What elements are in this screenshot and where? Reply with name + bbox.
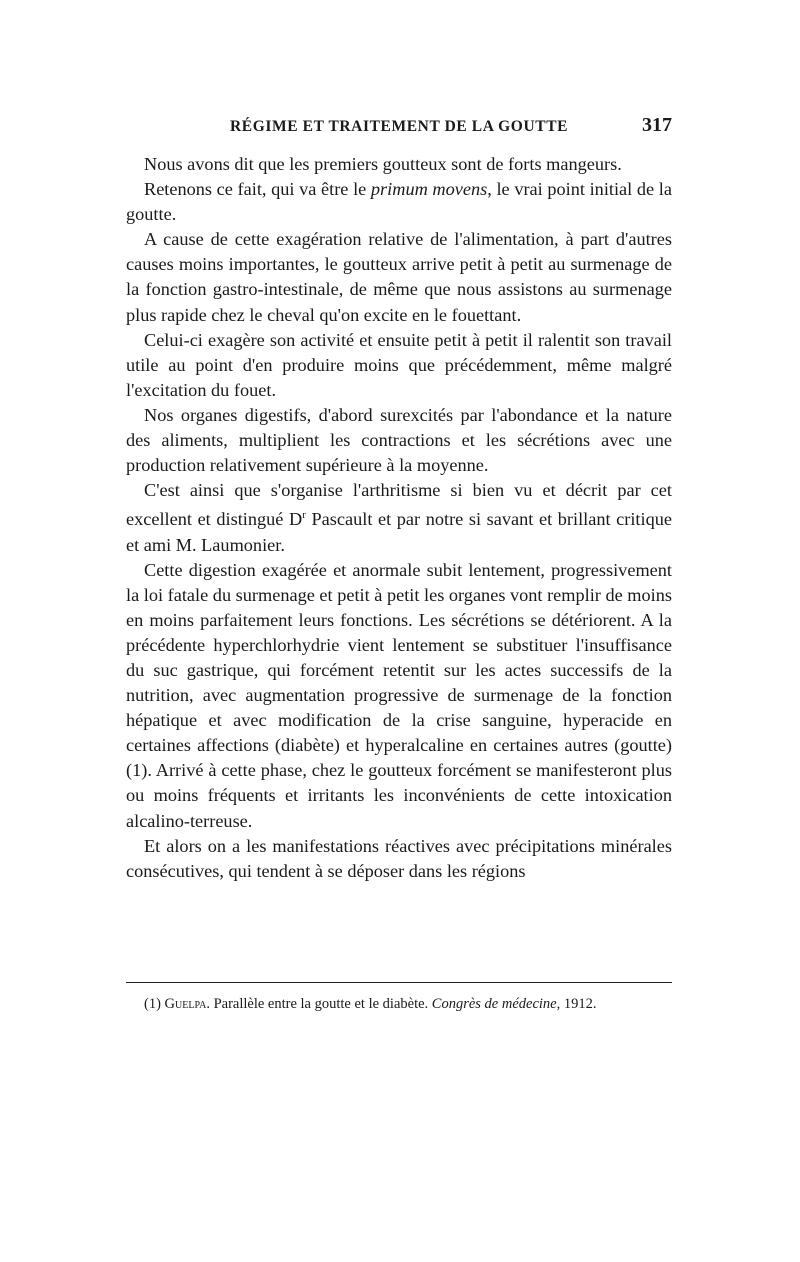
running-title: RÉGIME ET TRAITEMENT DE LA GOUTTE [230,118,569,135]
footnote-author: Guelpa [164,996,207,1012]
paragraph: Nos organes digestifs, d'abord surexcités par l'abondance et la nature des aliments, multiplient les contractions et les sécrétions avec une production relativement supérieure à la moyenne. [126,404,672,476]
paragraph: Cette digestion exagérée et anormale subit lentement, progressivement la loi fatale du surmenage et petit à petit les organes vont remplir de moins en moins parfaitement leurs fonctions. Les sécrétions se détériorent. A la précédente hyperchlorhydrie vient lentement se substituer l'insuffisance du suc gastrique, qui forcément retentit sur les actes successifs de la nutrition, avec augmentation progressive de surmenage de la fonction hépatique et avec modification de la crise sanguine, hyperacide en certaines affections (diabète) et hyperalcaline en certaines autres (goutte) (1). Arrivé à cette phase, chez le goutteux forcément se manifesteront plus ou moins fréquents et irritants les inconvénients de cette intoxication alcalino-terreuse. [126,559,672,831]
paragraph: Nous avons dit que les premiers goutteux sont de forts mangeurs. [144,154,622,174]
footnote-marker: (1) [144,996,165,1012]
footnote-divider [126,982,672,983]
paragraph: C'est ainsi que s'organise l'arthritisme si bien vu et décrit par cet excellent et distingué $D^r$ Pascault et par notre si savant et brillant critique et ami M. Laumonier. [126,480,672,555]
emphasis-primum-movens: primum movens [370,179,488,200]
footnote-venue: Congrès de médecine [431,996,557,1012]
superscript-r: r [302,509,306,522]
paragraph: A cause de cette exagération relative de l'alimentation, à part d'autres causes moins importantes, le goutteux arrive petit à petit au surmenage de la fonction gastro-intestinale, de même que nous assistons au surmenage plus rapide chez le cheval qu'on excite en le fouettant. [126,229,672,325]
paragraph: Retenons ce fait, qui va être le primum movens, le vrai point initial de la goutte. [126,179,672,225]
paragraph: Et alors on a les manifestations réactives avec précipitations minérales consécutives, qui tendent à se déposer dans les régions [126,835,672,881]
footnote: (1) Guelpa. Parallèle entre la goutte et le diabète. Congrès de médecine, 1912. [144,996,597,1012]
paragraph: Celui-ci exagère son activité et ensuite petit à petit il ralentit son travail utile au point d'en produire moins que précédemment, même malgré l'excitation du fouet. [126,329,672,400]
page-header [126,116,672,142]
page-number: 317 [642,114,672,136]
main-text [126,152,672,884]
